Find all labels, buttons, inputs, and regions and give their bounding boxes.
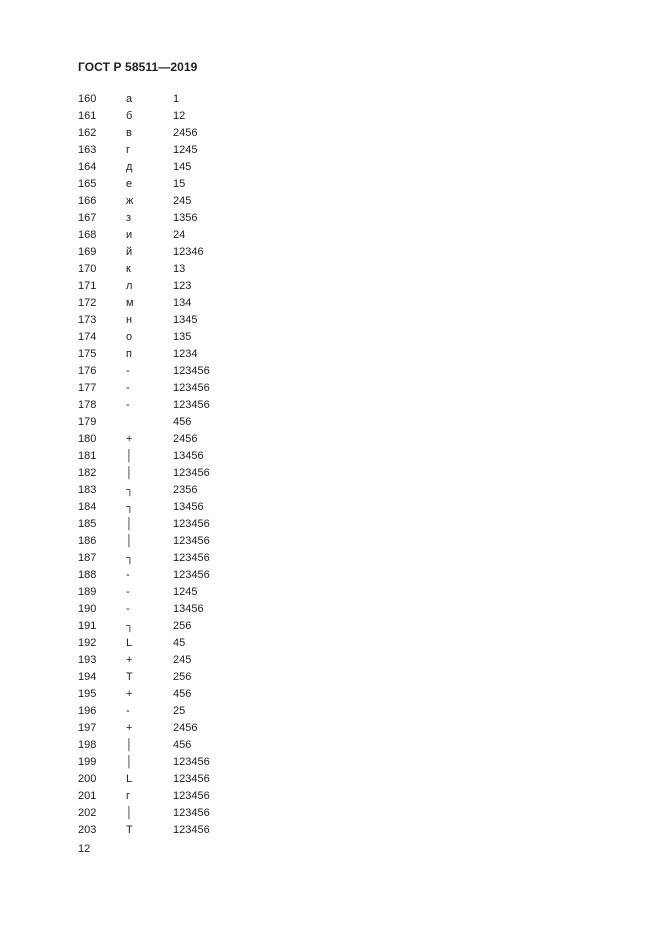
- dot-pattern: 123: [173, 280, 192, 292]
- code-number: 178: [78, 399, 97, 411]
- dot-pattern: 123456: [173, 569, 210, 581]
- character: +: [126, 654, 133, 666]
- character: +: [126, 688, 133, 700]
- character: L: [126, 773, 133, 785]
- dot-pattern: 13: [173, 263, 186, 275]
- character: л: [126, 280, 133, 292]
- dot-pattern: 456: [173, 416, 192, 428]
- dot-pattern: 135: [173, 331, 192, 343]
- character: г: [126, 144, 131, 156]
- code-number: 161: [78, 110, 97, 122]
- character: │: [126, 739, 133, 751]
- character: н: [126, 314, 133, 326]
- code-number: 192: [78, 637, 97, 649]
- code-number: 180: [78, 433, 97, 445]
- code-number: 169: [78, 246, 97, 258]
- dot-pattern: 1345: [173, 314, 198, 326]
- dot-pattern: 123456: [173, 790, 210, 802]
- dot-pattern: 123456: [173, 552, 210, 564]
- code-number: 173: [78, 314, 97, 326]
- code-number: 194: [78, 671, 97, 683]
- code-number: 193: [78, 654, 97, 666]
- dot-pattern: 24: [173, 229, 186, 241]
- character: +: [126, 433, 133, 445]
- code-number: 164: [78, 161, 97, 173]
- character: й: [126, 246, 133, 258]
- dot-pattern: 2456: [173, 433, 198, 445]
- character: к: [126, 263, 131, 275]
- character: м: [126, 297, 134, 309]
- code-number: 198: [78, 739, 97, 751]
- dot-pattern: 12: [173, 110, 186, 122]
- code-number: 160: [78, 93, 97, 105]
- code-number: 168: [78, 229, 97, 241]
- character: -: [126, 569, 130, 581]
- dot-pattern: 1245: [173, 586, 198, 598]
- character: и: [126, 229, 133, 241]
- code-number: 189: [78, 586, 97, 598]
- character: -: [126, 603, 130, 615]
- code-number: 197: [78, 722, 97, 734]
- dot-pattern: 13456: [173, 603, 204, 615]
- code-number: 182: [78, 467, 97, 479]
- dot-pattern: 123456: [173, 807, 210, 819]
- dot-pattern: 1356: [173, 212, 198, 224]
- code-number: 187: [78, 552, 97, 564]
- code-number: 176: [78, 365, 97, 377]
- dot-pattern: 13456: [173, 450, 204, 462]
- character: │: [126, 807, 133, 819]
- code-number: 195: [78, 688, 97, 700]
- code-number: 190: [78, 603, 97, 615]
- character: о: [126, 331, 133, 343]
- character: ┐: [126, 552, 134, 564]
- code-number: 179: [78, 416, 97, 428]
- character: T: [126, 824, 133, 836]
- dot-pattern: 2456: [173, 127, 198, 139]
- code-number: 171: [78, 280, 97, 292]
- character: в: [126, 127, 132, 139]
- code-number: 175: [78, 348, 97, 360]
- dot-pattern: 245: [173, 195, 192, 207]
- character: T: [126, 671, 133, 683]
- code-number: 177: [78, 382, 97, 394]
- character: ┐: [126, 484, 134, 496]
- dot-pattern: 1: [173, 93, 180, 105]
- code-number: 191: [78, 620, 97, 632]
- dot-pattern: 123456: [173, 535, 210, 547]
- code-number: 188: [78, 569, 97, 581]
- code-number: 196: [78, 705, 97, 717]
- code-number: 185: [78, 518, 97, 530]
- character: ┐: [126, 620, 134, 632]
- character: -: [126, 586, 130, 598]
- character: L: [126, 637, 133, 649]
- code-number: 165: [78, 178, 97, 190]
- code-number: 201: [78, 790, 97, 802]
- code-number: 186: [78, 535, 97, 547]
- character: │: [126, 535, 133, 547]
- code-number: 166: [78, 195, 97, 207]
- character: +: [126, 722, 133, 734]
- code-number: 199: [78, 756, 97, 768]
- character: -: [126, 365, 130, 377]
- code-number: 202: [78, 807, 97, 819]
- code-number: 184: [78, 501, 97, 513]
- dot-pattern: 456: [173, 688, 192, 700]
- dot-pattern: 2456: [173, 722, 198, 734]
- character: б: [126, 110, 133, 122]
- character: -: [126, 705, 130, 717]
- dot-pattern: 123456: [173, 365, 210, 377]
- character: │: [126, 756, 133, 768]
- dot-pattern: 12346: [173, 246, 204, 258]
- code-number: 183: [78, 484, 97, 496]
- dot-pattern: 25: [173, 705, 186, 717]
- page-number: 12: [78, 843, 91, 855]
- dot-pattern: 145: [173, 161, 192, 173]
- code-number: 181: [78, 450, 97, 462]
- code-number: 163: [78, 144, 97, 156]
- code-number: 200: [78, 773, 97, 785]
- character: ┐: [126, 501, 134, 513]
- character: д: [126, 161, 133, 173]
- code-number: 203: [78, 824, 97, 836]
- dot-pattern: 123456: [173, 467, 210, 479]
- code-number: 167: [78, 212, 97, 224]
- dot-pattern: 245: [173, 654, 192, 666]
- code-number: 162: [78, 127, 97, 139]
- dot-pattern: 256: [173, 671, 192, 683]
- dot-pattern: 456: [173, 739, 192, 751]
- dot-pattern: 123456: [173, 399, 210, 411]
- character: е: [126, 178, 133, 190]
- code-number: 170: [78, 263, 97, 275]
- character: ж: [126, 195, 134, 207]
- character: -: [126, 382, 130, 394]
- character: │: [126, 450, 133, 462]
- character: -: [126, 399, 130, 411]
- dot-pattern: 45: [173, 637, 186, 649]
- dot-pattern: 134: [173, 297, 192, 309]
- character: п: [126, 348, 132, 360]
- dot-pattern: 123456: [173, 756, 210, 768]
- dot-pattern: 123456: [173, 518, 210, 530]
- character: г: [126, 790, 131, 802]
- character: │: [126, 518, 133, 530]
- dot-pattern: 256: [173, 620, 192, 632]
- dot-pattern: 15: [173, 178, 186, 190]
- dot-pattern: 2356: [173, 484, 198, 496]
- page-header-title: ГОСТ Р 58511—2019: [78, 60, 198, 74]
- dot-pattern: 1234: [173, 348, 198, 360]
- character: з: [126, 212, 132, 224]
- character: а: [126, 93, 133, 105]
- code-number: 172: [78, 297, 97, 309]
- dot-pattern: 123456: [173, 824, 210, 836]
- dot-pattern: 1245: [173, 144, 198, 156]
- code-number: 174: [78, 331, 97, 343]
- dot-pattern: 123456: [173, 382, 210, 394]
- dot-pattern: 13456: [173, 501, 204, 513]
- character: │: [126, 467, 133, 479]
- dot-pattern: 123456: [173, 773, 210, 785]
